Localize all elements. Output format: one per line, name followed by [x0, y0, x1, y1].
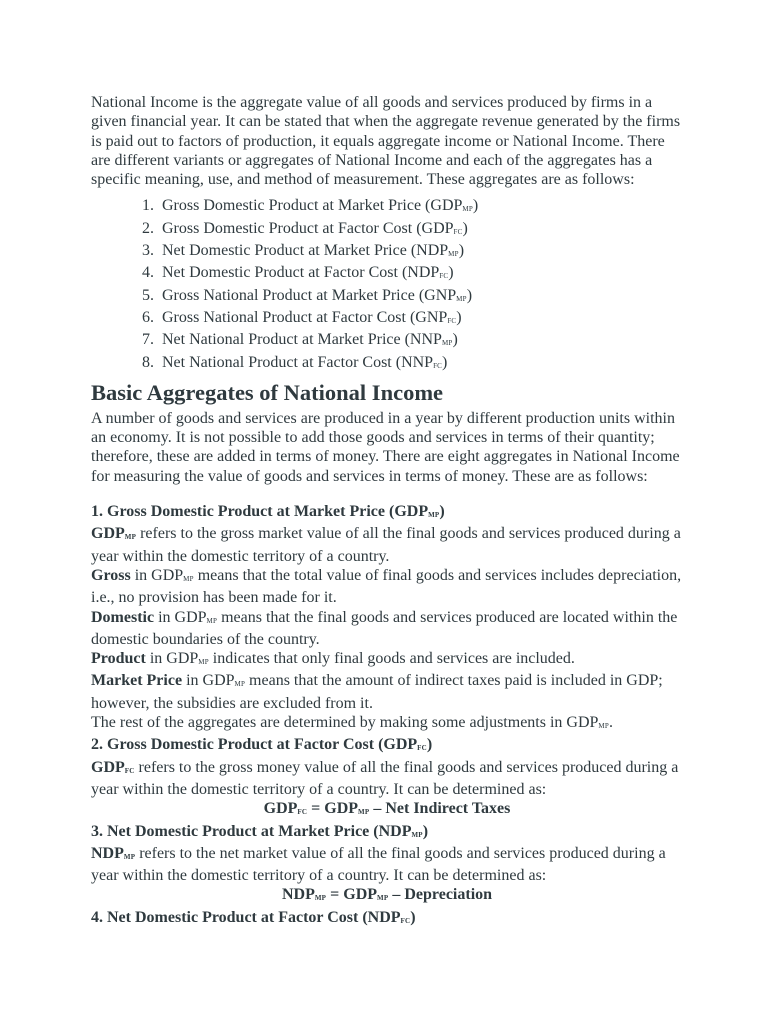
text: means that the amount of indirect taxes paid is included in GDP; however, the subsidies are excluded from it.	[91, 672, 663, 712]
subscript: FC	[439, 272, 449, 281]
list-item	[158, 241, 683, 263]
formula-part: = GDP	[326, 886, 378, 904]
intro-paragraph: National Income is the aggregate value of all goods and services produced by firms in a given financial year. It can be stated that when the aggregate revenue generated by the firms is paid out to factors of production, it equals aggregate income or National Income. There are different variants or aggregates of National Income and each of the aggregates has a specific meaning, use, and method of measurement. These aggregates are as follows:	[91, 94, 681, 189]
text: means that the final goods and services produced are located within the domestic boundaries of the country.	[91, 608, 678, 648]
subscript: MP	[411, 830, 423, 839]
gdp-mp-definition	[91, 524, 683, 566]
subscript: MP	[462, 205, 473, 214]
gross-explanation	[91, 566, 683, 608]
subscript: MP	[314, 894, 327, 903]
domestic-explanation	[91, 608, 683, 650]
section-heading: Basic Aggregates of National Income	[91, 379, 444, 405]
list-item-label: Net National Product at Factor Cost (NNP	[162, 353, 434, 371]
text: .	[608, 714, 613, 732]
heading-text: 2. Gross Domestic Product at Factor Cost (GDP	[91, 736, 418, 754]
gdp-fc-definition	[91, 758, 683, 800]
subscript: MP	[124, 533, 137, 542]
text: in GDP	[182, 672, 235, 690]
subscript: FC	[124, 766, 135, 775]
section-paragraph: A number of goods and services are produced in a year by different production units within an economy. It is not possible to add those goods and services in terms of their quantity; therefore, these are added in terms of money. There are eight aggregates in National Income for measuring the value of goods and services in terms of money. These are as follows:	[91, 409, 680, 485]
list-item	[158, 263, 683, 285]
market-price-explanation	[91, 671, 683, 713]
list-item	[158, 330, 683, 352]
list-item	[158, 219, 683, 241]
list-item	[158, 286, 683, 308]
ndp-fc-heading	[91, 908, 683, 930]
list-item	[158, 196, 683, 218]
product-explanation	[91, 649, 683, 671]
list-item-label: Net Domestic Product at Market Price (NDP	[162, 242, 449, 260]
aggregates-list	[91, 196, 683, 374]
gdp-fc-heading	[91, 735, 683, 757]
list-item-close: )	[452, 331, 458, 349]
list-item-label: Gross Domestic Product at Market Price (GDP	[162, 197, 463, 215]
list-item-close: )	[466, 286, 473, 304]
subscript: FC	[453, 227, 463, 236]
subscript: FC	[447, 316, 457, 325]
heading-text: 4. Net Domestic Product at Factor Cost (NDP	[91, 908, 401, 926]
formula-part: – Net Indirect Taxes	[369, 800, 511, 818]
subscript: MP	[377, 894, 389, 903]
ndp-mp-formula	[91, 885, 683, 907]
heading-close: )	[410, 908, 416, 926]
text: The rest of the aggregates are determined by making some adjustments in GDP	[91, 714, 599, 732]
list-item	[158, 353, 683, 375]
text: indicates that only final goods and services are included.	[208, 650, 575, 668]
heading-close: )	[439, 503, 445, 521]
definition-text: refers to the gross market value of all the final goods and services produced during a year within the domestic territory of a country.	[91, 525, 681, 565]
term: Market Price	[91, 672, 183, 690]
subscript: MP	[183, 574, 194, 583]
text: in GDP	[154, 608, 207, 626]
subscript: MP	[448, 250, 459, 259]
heading-close: )	[426, 736, 433, 754]
subscript: MP	[234, 680, 246, 689]
list-item-close: )	[472, 197, 479, 215]
formula-part: = GDP	[307, 800, 359, 818]
subscript: MP	[441, 339, 453, 348]
subscript: FC	[297, 808, 308, 817]
subscript: MP	[598, 722, 609, 731]
definition-text: refers to the gross money value of all the final goods and services produced during a year within the domestic territory of a country. It can be determined as:	[91, 758, 679, 798]
text: in GDP	[130, 566, 184, 584]
subscript: MP	[206, 616, 218, 625]
ndp-mp-heading	[91, 822, 683, 844]
term: NDP	[91, 844, 124, 862]
term: Gross	[91, 566, 131, 584]
document-body	[91, 93, 683, 930]
list-item-close: )	[448, 264, 454, 282]
list-item-close: )	[456, 308, 462, 326]
list-item-label: Gross National Product at Market Price (GNP	[162, 286, 457, 304]
subscript: MP	[358, 808, 370, 817]
rest-aggregates-note	[91, 713, 683, 735]
subscript: MP	[198, 658, 209, 667]
heading-text: 1. Gross Domestic Product at Market Price (GDP	[91, 503, 429, 521]
formula-part: – Depreciation	[388, 886, 493, 904]
ndp-mp-definition	[91, 844, 683, 886]
list-item-label: Net Domestic Product at Factor Cost (NDP	[162, 264, 440, 282]
subscript: MP	[123, 852, 136, 861]
text: in GDP	[145, 650, 199, 668]
formula-part: GDP	[263, 800, 298, 818]
list-item-label: Gross Domestic Product at Factor Cost (GDP	[162, 219, 454, 237]
list-item	[158, 308, 683, 330]
text: means that the total value of final goods and services includes depreciation, i.e., no provision has been made for it.	[91, 566, 682, 607]
subscript: MP	[456, 294, 467, 303]
term: Domestic	[91, 608, 155, 626]
list-item-close: )	[462, 219, 468, 237]
subscript: FC	[417, 744, 427, 753]
term: GDP	[91, 525, 125, 543]
list-item-label: Gross National Product at Factor Cost (GNP	[162, 308, 448, 326]
list-item-close: )	[442, 353, 448, 371]
gdp-mp-heading	[91, 502, 683, 524]
list-item-close: )	[458, 242, 465, 260]
subscript: MP	[428, 511, 440, 520]
definition-text: refers to the net market value of all the final goods and services produced during a year within the domestic territory of a country. It can be determined as:	[91, 844, 666, 885]
list-item-label: Net National Product at Market Price (NNP	[162, 331, 442, 349]
gdp-fc-formula	[91, 799, 683, 821]
subscript: FC	[400, 916, 411, 925]
formula-part: NDP	[281, 886, 315, 904]
heading-text: 3. Net Domestic Product at Market Price (NDP	[91, 822, 412, 840]
heading-close: )	[422, 822, 429, 840]
term: GDP	[91, 758, 125, 776]
subscript: FC	[433, 361, 443, 370]
term: Product	[91, 650, 146, 668]
